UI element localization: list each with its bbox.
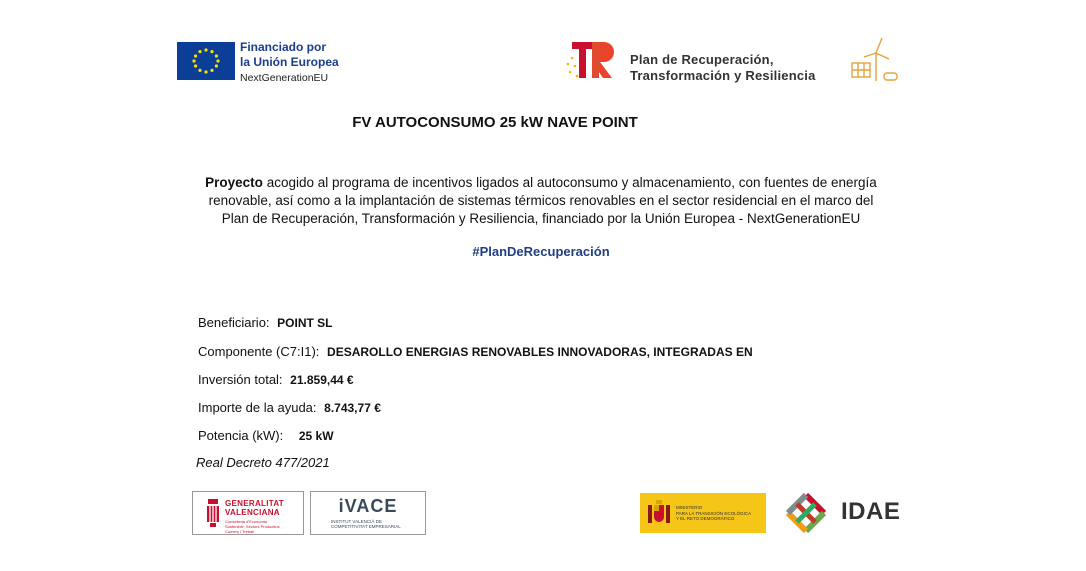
description-line1: acogido al programa de incentivos ligados al autoconsumo y almacenamiento, con fuentes de energía xyxy=(262,175,877,190)
generalitat-subtitle xyxy=(225,519,281,534)
inversion-row xyxy=(198,372,354,387)
componente-value: DESAROLLO ENERGIAS RENOVABLES INNOVADORAS, INTEGRADAS EN xyxy=(327,345,753,359)
generalitat-sub1: Conselleria d'Economia xyxy=(225,519,267,524)
importe-label: Importe de la ayuda: xyxy=(198,400,317,415)
generalitat-logo xyxy=(192,491,304,535)
importe-row xyxy=(198,400,381,415)
potencia-row xyxy=(198,428,334,443)
prtr-line2: Transformación y Resiliencia xyxy=(630,68,816,83)
componente-label: Componente (C7:I1): xyxy=(198,344,320,359)
prtr-logo-icon xyxy=(566,38,618,82)
generalitat-name xyxy=(225,499,284,517)
ivace-sub2: COMPETITIVITAT EMPRESARIAL xyxy=(331,524,401,529)
prtr-line1: Plan de Recuperación, xyxy=(630,52,774,67)
eu-line1: Financiado por xyxy=(240,40,327,54)
eu-flag-icon xyxy=(177,42,235,80)
beneficiario-value: POINT SL xyxy=(277,316,333,330)
generalitat-sub2: Sostenible, Sectors Productius, xyxy=(225,524,281,529)
ivace-name: iVACE xyxy=(338,496,398,516)
real-decreto: Real Decreto 477/2021 xyxy=(196,455,330,470)
project-description xyxy=(180,174,902,228)
ministerio-line1: MINISTERIO xyxy=(676,505,703,510)
ministerio-line3: Y EL RETO DEMOGRÁFICO xyxy=(676,516,735,521)
hashtag: #PlanDeRecuperación xyxy=(472,244,610,259)
eu-line3: NextGenerationEU xyxy=(240,72,329,84)
generalitat-name2: VALENCIANA xyxy=(225,508,280,517)
generalitat-emblem-icon xyxy=(205,497,221,529)
page-title: FV AUTOCONSUMO 25 kW NAVE POINT xyxy=(352,114,638,131)
eu-line2: la Unión Europea xyxy=(240,55,339,69)
spain-coat-of-arms-icon xyxy=(646,499,672,527)
inversion-label: Inversión total: xyxy=(198,372,283,387)
ministerio-logo xyxy=(640,493,766,533)
potencia-value: 25 kW xyxy=(298,429,334,443)
beneficiario-label: Beneficiario: xyxy=(198,315,270,330)
idae-name: IDAE xyxy=(841,498,901,525)
description-lead: Proyecto xyxy=(205,175,263,190)
inversion-value: 21.859,44 € xyxy=(290,373,354,387)
ivace-logo xyxy=(310,491,426,535)
prtr-text xyxy=(630,52,816,84)
ivace-subtitle xyxy=(331,519,401,529)
importe-value: 8.743,77 € xyxy=(324,401,381,415)
generalitat-name1: GENERALITAT xyxy=(225,499,284,508)
potencia-label: Potencia (kW): xyxy=(198,428,284,443)
componente-row xyxy=(198,344,753,359)
description-line3: Plan de Recuperación, Transformación y Resiliencia, financiado por la Unión Europea - NextGenerationEU xyxy=(221,211,861,226)
idae-emblem-icon xyxy=(776,491,836,535)
ministerio-line2: PARA LA TRANSICIÓN ECOLÓGICA xyxy=(676,510,752,516)
ivace-sub1: INSTITUT VALENCIÀ DE xyxy=(331,519,382,524)
ministerio-text xyxy=(676,505,751,522)
windmill-solar-icon xyxy=(848,35,900,85)
eu-funding-text xyxy=(240,40,339,86)
beneficiario-row xyxy=(198,315,333,330)
generalitat-sub3: Comerç i Treball xyxy=(225,529,255,534)
description-line2: renovable, así como a la implantación de sistemas térmicos renovables en el sector residencial en el marco del xyxy=(208,193,874,208)
